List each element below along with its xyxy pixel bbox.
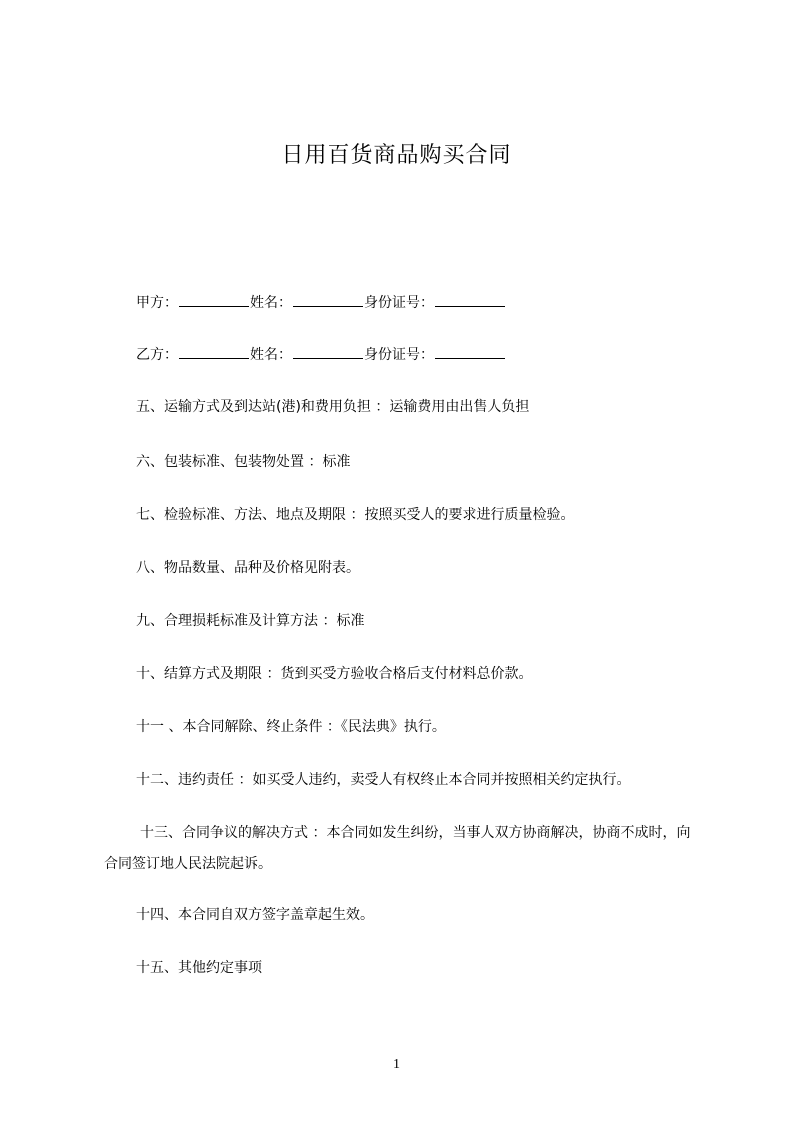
party-a-name-blank[interactable]	[293, 292, 363, 307]
party-b-line	[136, 344, 506, 365]
clause-9: 九、合理损耗标准及计算方法 ：标准	[136, 613, 365, 629]
party-a-label: 甲方：	[136, 295, 178, 311]
party-b-name-label: 姓名：	[250, 347, 292, 363]
party-a-name-label: 姓名：	[250, 295, 292, 311]
clause-14: 十四、本合同自双方签字盖章起生效。	[136, 907, 374, 923]
party-b-id-label: 身份证号：	[364, 347, 434, 363]
clause-15: 十五、其他约定事项	[136, 960, 262, 976]
document-title: 日用百货商品购买合同	[281, 143, 512, 168]
clause-13: 十三、合同争议的解决方式 ：本合同如发生纠纷，当事人双方协商解决，协商不成时，向合同签订地人民法院起诉。	[104, 825, 691, 872]
clause-12: 十二、违约责任 ：如买受人违约，卖受人有权终止本合同并按照相关约定执行。	[136, 772, 631, 788]
party-b-id-blank[interactable]	[435, 344, 505, 359]
clause-6: 六、包装标准、包装物处置 ：标准	[136, 454, 351, 470]
party-a-line	[136, 292, 506, 313]
clause-7: 七、检验标准、方法、地点及期限 ：按照买受人的要求进行质量检验。	[136, 507, 575, 523]
party-a-id-blank[interactable]	[435, 292, 505, 307]
clause-10: 十、结算方式及期限 ：货到买受方验收合格后支付材料总价款。	[136, 666, 533, 682]
clause-8: 八、物品数量、品种及价格见附表。	[136, 560, 360, 576]
clause-11: 十一 、本合同解除、终止条件 ：《民法典》执行。	[136, 719, 446, 735]
party-a-blank[interactable]	[179, 292, 249, 307]
party-b-name-blank[interactable]	[293, 344, 363, 359]
party-a-id-label: 身份证号：	[364, 295, 434, 311]
page-number: 1	[393, 1057, 400, 1072]
party-b-blank[interactable]	[179, 344, 249, 359]
party-b-label: 乙方：	[136, 347, 178, 363]
clause-5: 五、运输方式及到达站(港)和费用负担 ：运输费用由出售人负担	[136, 399, 530, 415]
